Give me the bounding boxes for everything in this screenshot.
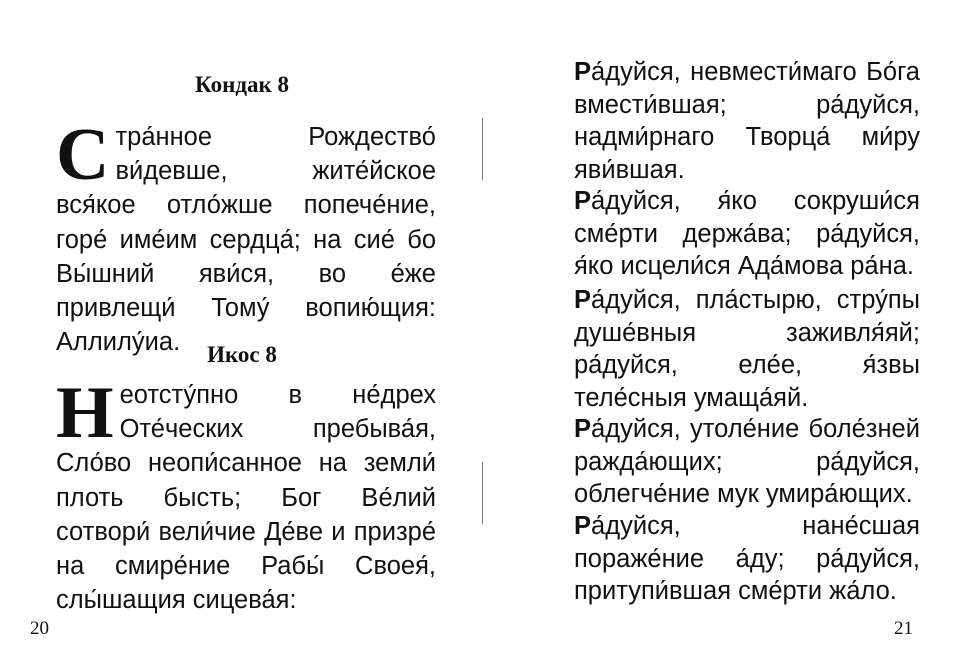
radujsya-initial: Р: [574, 58, 592, 86]
radujsya-initial: Р: [574, 286, 592, 314]
radujsya-paragraph: [574, 284, 920, 414]
ikos-text: еотсту́пно в не́дрех Оте́ческих пребыва́я, Сло́во неопи́санное на земли́ плоть бысть; Бог Ве́лий сотвори́ вели́чие Де́ве и призре́ на смире́ние Рабы́ Своея́, слы́шащия сицева́я:: [56, 381, 436, 615]
radujsya-text: а́дуйся, утоле́ние боле́зней ражда́ющих; ра́дуйся, облегче́ние мук умира́ющих.: [574, 415, 920, 508]
radujsya-paragraph: [574, 185, 920, 283]
radujsya-paragraph: [574, 56, 920, 186]
radujsya-initial: Р: [574, 512, 592, 540]
right-page: [484, 0, 968, 650]
gutter-mark-top: [482, 118, 483, 180]
radujsya-paragraph: [574, 413, 920, 511]
ikos-heading: Икос 8: [207, 342, 277, 367]
radujsya-text: а́дуйся, пла́стырю, стру́пы душе́вныя заживля́яй; ра́дуйся, еле́е, я́звы теле́сныя умаща́яй.: [574, 286, 920, 412]
gutter-mark-bottom: [482, 462, 483, 524]
radujsya-text: а́дуйся, нане́сшая пораже́ние а́ду; ра́дуйся, притупи́вшая сме́рти жа́ло.: [574, 512, 920, 605]
radujsya-text: а́дуйся, невмести́маго Бо́га вмести́вшая; ра́дуйся, надми́рнаго Творца́ ми́ру яви́вшая.: [574, 58, 920, 184]
radujsya-initial: Р: [574, 415, 592, 443]
radujsya-initial: Р: [574, 187, 592, 215]
ikos-paragraph: [56, 372, 436, 617]
kondak-paragraph: [56, 114, 436, 359]
ikos-dropcap: Н: [56, 372, 114, 454]
radujsya-paragraph: [574, 510, 920, 608]
kondak-heading: Кондак 8: [195, 72, 289, 97]
kondak-text: тра́нное Рождество́ ви́девше, жите́йское вся́кое отло́жше попече́ние, горе́ име́им сердца́; на сие́ бо Вы́шний яви́ся, во е́же привлещи́ Тому́ вопию́щия: Аллилу́иа.: [56, 123, 436, 357]
kondak-dropcap: С: [56, 114, 110, 196]
page-number-left: 20: [30, 618, 49, 639]
page-number-right: 21: [894, 618, 913, 639]
radujsya-text: а́дуйся, я́ко сокруши́ся сме́рти держа́ва; ра́дуйся, я́ко исцели́ся Ада́мова ра́на.: [574, 187, 920, 280]
